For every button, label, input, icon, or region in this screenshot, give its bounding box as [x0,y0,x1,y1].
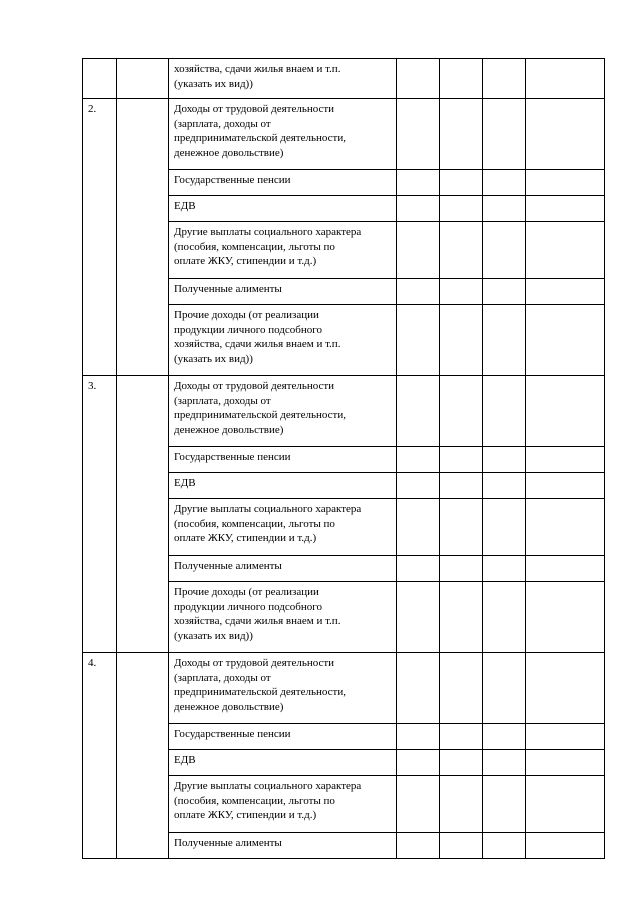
row-number-cell: 4. [83,653,117,859]
amount-cell-2[interactable] [440,750,483,776]
amount-cell-2[interactable] [440,556,483,582]
amount-cell-4[interactable] [526,776,605,833]
income-type-cell [169,196,397,222]
table-row [83,59,605,99]
amount-cell-4[interactable] [526,499,605,556]
amount-cell-4[interactable] [526,196,605,222]
income-type-text: продукции личного подсобного [174,600,322,613]
amount-cell-1[interactable] [397,750,440,776]
income-type-text: (зарплата, доходы от [174,671,271,684]
income-type-cell [169,750,397,776]
income-type-text: оплате ЖКУ, стипендии и т.д.) [174,532,317,544]
income-type-text: Прочие доходы (от реализации [174,309,319,321]
amount-cell-1[interactable] [397,99,440,170]
income-type-text: Полученные алименты [174,560,282,572]
amount-cell-4[interactable] [526,222,605,279]
amount-cell-1[interactable] [397,653,440,724]
amount-cell-4[interactable] [526,305,605,376]
amount-cell-3[interactable] [483,170,526,196]
amount-cell-1[interactable] [397,556,440,582]
income-type-text: хозяйства, сдачи жилья внаем и т.п. [174,338,341,350]
income-type-cell [169,724,397,750]
amount-cell-2[interactable] [440,59,483,99]
income-type-text: ЕДВ [174,477,196,489]
amount-cell-2[interactable] [440,653,483,724]
amount-cell-4[interactable] [526,376,605,447]
row-number-cell: 2. [83,99,117,376]
income-type-text: продукции личного подсобного [174,323,322,336]
income-type-cell [169,170,397,196]
income-type-text: Другие выплаты социального характера [174,226,362,238]
amount-cell-1[interactable] [397,724,440,750]
amount-cell-4[interactable] [526,99,605,170]
income-type-text: (указать их вид)) [174,352,253,365]
amount-cell-4[interactable] [526,279,605,305]
income-type-text: предпринимательской деятельности, [174,132,346,144]
income-type-cell [169,222,397,279]
amount-cell-2[interactable] [440,170,483,196]
income-type-cell [169,99,397,170]
table-row [83,653,605,724]
income-type-text: ЕДВ [174,200,196,212]
amount-cell-1[interactable] [397,376,440,447]
amount-cell-1[interactable] [397,473,440,499]
member-name-cell[interactable] [117,59,169,99]
amount-cell-3[interactable] [483,196,526,222]
amount-cell-2[interactable] [440,724,483,750]
income-type-cell [169,582,397,653]
income-type-text: денежное довольствие) [174,146,284,159]
income-type-cell [169,556,397,582]
income-type-cell [169,447,397,473]
income-type-text: (пособия, компенсации, льготы по [174,794,335,807]
amount-cell-4[interactable] [526,473,605,499]
income-type-text: (зарплата, доходы от [174,394,271,407]
row-number-cell: 3. [83,376,117,653]
income-type-text: денежное довольствие) [174,423,284,436]
income-type-cell [169,473,397,499]
income-type-text: Полученные алименты [174,283,282,295]
amount-cell-2[interactable] [440,99,483,170]
amount-cell-3[interactable] [483,279,526,305]
amount-cell-2[interactable] [440,776,483,833]
amount-cell-2[interactable] [440,447,483,473]
amount-cell-1[interactable] [397,196,440,222]
amount-cell-2[interactable] [440,222,483,279]
income-type-text: (указать их вид)) [174,77,253,90]
amount-cell-3[interactable] [483,59,526,99]
income-type-text: Другие выплаты социального характера [174,780,362,792]
amount-cell-1[interactable] [397,833,440,859]
amount-cell-4[interactable] [526,447,605,473]
amount-cell-3[interactable] [483,99,526,170]
income-type-cell [169,305,397,376]
amount-cell-3[interactable] [483,724,526,750]
amount-cell-3[interactable] [483,473,526,499]
income-table [82,58,605,859]
income-type-text: Государственные пенсии [174,174,291,186]
income-type-cell [169,776,397,833]
income-type-cell [169,499,397,556]
amount-cell-1[interactable] [397,447,440,473]
income-type-text: ЕДВ [174,754,196,766]
amount-cell-2[interactable] [440,833,483,859]
income-type-text: Доходы от трудовой деятельности [174,103,335,115]
table-row [83,99,605,170]
income-type-cell [169,376,397,447]
income-type-text: Доходы от трудовой деятельности [174,380,335,392]
income-type-text: (пособия, компенсации, льготы по [174,517,335,530]
income-type-text: оплате ЖКУ, стипендии и т.д.) [174,255,317,267]
member-name-cell[interactable] [117,376,169,653]
income-type-text: хозяйства, сдачи жилья внаем и т.п. [174,615,341,627]
amount-cell-2[interactable] [440,279,483,305]
income-type-cell [169,59,397,99]
member-name-cell[interactable] [117,99,169,376]
income-type-text: денежное довольствие) [174,700,284,713]
amount-cell-3[interactable] [483,582,526,653]
amount-cell-1[interactable] [397,776,440,833]
income-type-text: Прочие доходы (от реализации [174,586,319,598]
income-type-text: предпринимательской деятельности, [174,686,346,698]
amount-cell-2[interactable] [440,473,483,499]
amount-cell-3[interactable] [483,833,526,859]
income-type-cell [169,833,397,859]
income-type-text: хозяйства, сдачи жилья внаем и т.п. [174,63,341,75]
amount-cell-1[interactable] [397,582,440,653]
member-name-cell[interactable] [117,653,169,859]
income-type-text: Доходы от трудовой деятельности [174,657,335,669]
amount-cell-3[interactable] [483,376,526,447]
amount-cell-4[interactable] [526,750,605,776]
amount-cell-2[interactable] [440,582,483,653]
amount-cell-1[interactable] [397,222,440,279]
amount-cell-4[interactable] [526,653,605,724]
amount-cell-4[interactable] [526,170,605,196]
amount-cell-4[interactable] [526,833,605,859]
table-row [83,376,605,447]
income-type-text: оплате ЖКУ, стипендии и т.д.) [174,809,317,821]
income-type-text: (пособия, компенсации, льготы по [174,240,335,253]
amount-cell-3[interactable] [483,447,526,473]
amount-cell-4[interactable] [526,59,605,99]
amount-cell-3[interactable] [483,653,526,724]
income-type-text: предпринимательской деятельности, [174,409,346,421]
amount-cell-1[interactable] [397,279,440,305]
income-type-text: (зарплата, доходы от [174,117,271,130]
amount-cell-1[interactable] [397,499,440,556]
amount-cell-4[interactable] [526,556,605,582]
income-type-cell [169,279,397,305]
amount-cell-3[interactable] [483,776,526,833]
row-number-cell [83,59,117,99]
amount-cell-3[interactable] [483,556,526,582]
amount-cell-4[interactable] [526,724,605,750]
amount-cell-2[interactable] [440,499,483,556]
amount-cell-3[interactable] [483,499,526,556]
amount-cell-2[interactable] [440,196,483,222]
amount-cell-4[interactable] [526,582,605,653]
amount-cell-3[interactable] [483,222,526,279]
amount-cell-1[interactable] [397,59,440,99]
income-type-text: Государственные пенсии [174,728,291,740]
income-type-text: (указать их вид)) [174,629,253,642]
amount-cell-3[interactable] [483,305,526,376]
income-type-text: Полученные алименты [174,837,282,849]
amount-cell-2[interactable] [440,305,483,376]
income-type-cell [169,653,397,724]
amount-cell-3[interactable] [483,750,526,776]
amount-cell-2[interactable] [440,376,483,447]
income-type-text: Другие выплаты социального характера [174,503,362,515]
amount-cell-1[interactable] [397,170,440,196]
income-table-body [83,59,605,859]
amount-cell-1[interactable] [397,305,440,376]
income-type-text: Государственные пенсии [174,451,291,463]
